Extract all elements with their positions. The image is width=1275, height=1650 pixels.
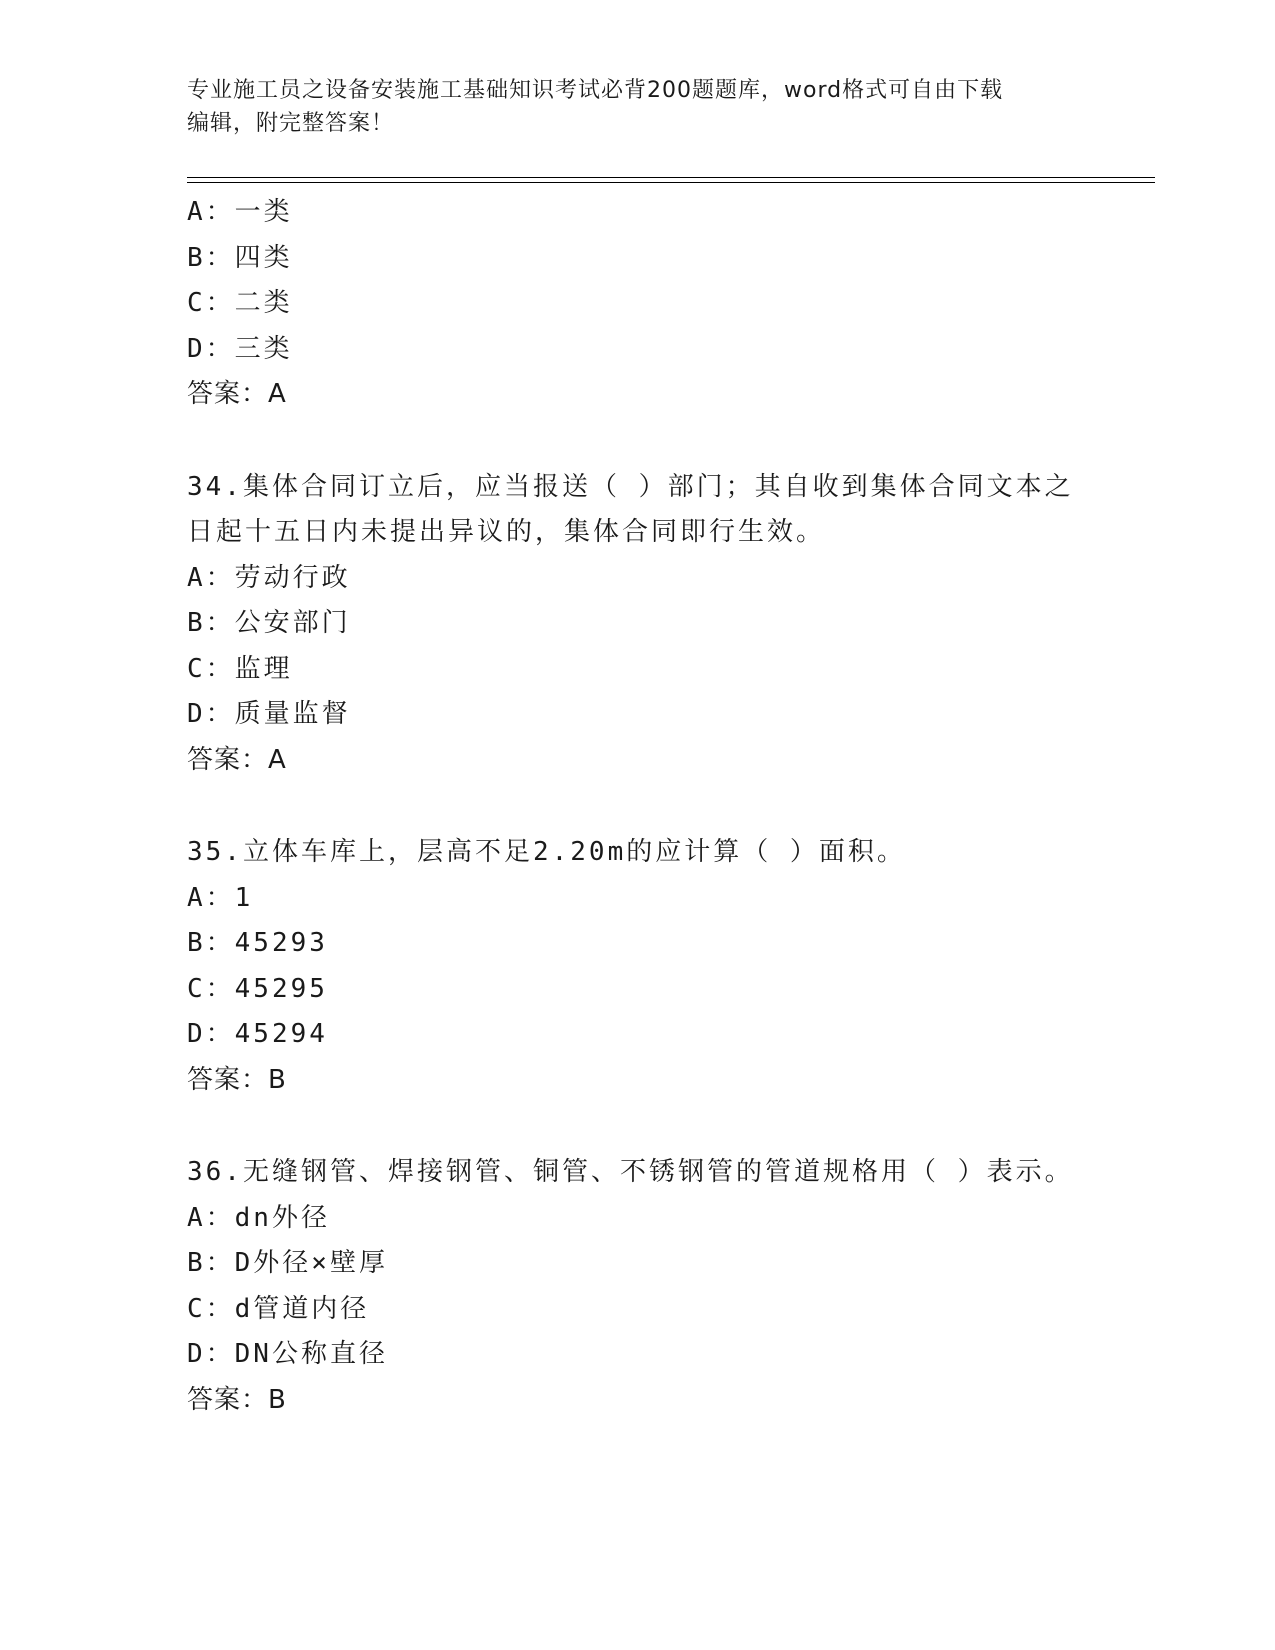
question-text-line1: 34.集体合同订立后，应当报送（ ）部门；其自收到集体合同文本之: [187, 471, 1074, 502]
option-d: D：45294: [187, 1019, 328, 1049]
option-b: B：四类: [187, 242, 293, 273]
option-c: C：d管道内径: [187, 1293, 370, 1324]
option-c: C：监理: [187, 653, 293, 684]
option-c: C：45295: [187, 973, 328, 1004]
question-text: 35.立体车库上，层高不足2.20m的应计算（ ）面积。: [187, 837, 906, 867]
option-a: A：1: [187, 882, 254, 913]
option-a: A：一类: [187, 197, 293, 227]
header-rule-top: [187, 177, 1155, 178]
option-a: A：劳动行政: [187, 562, 351, 593]
question-36: [187, 1150, 1087, 1423]
option-b: B：45293: [187, 928, 328, 958]
question-text-line2: 日起十五日内未提出异议的，集体合同即行生效。: [187, 517, 826, 547]
header-title-line1: 专业施工员之设备安装施工基础知识考试必背200题题库，word格式可自由下载: [187, 78, 1004, 103]
question-34: [187, 465, 1087, 784]
option-b: B：D外径×壁厚: [187, 1248, 388, 1278]
option-c: C：二类: [187, 288, 293, 318]
document-header: [187, 74, 1067, 140]
answer: 答案：A: [187, 379, 287, 409]
answer: 答案：B: [187, 1064, 287, 1095]
option-d: D：质量监督: [187, 699, 351, 729]
option-d: D：三类: [187, 333, 293, 364]
question-33: [187, 190, 1087, 418]
option-b: B：公安部门: [187, 608, 351, 638]
question-text: 36.无缝钢管、焊接钢管、铜管、不锈钢管的管道规格用（ ）表示。: [187, 1157, 1074, 1187]
answer: 答案：A: [187, 744, 287, 775]
option-d: D：DN公称直径: [187, 1339, 388, 1369]
header-title-line2: 编辑，附完整答案！: [187, 111, 395, 136]
header-rule-bottom: [187, 182, 1155, 183]
question-content: [187, 190, 1087, 1423]
question-35: [187, 830, 1087, 1103]
answer: 答案：B: [187, 1384, 287, 1415]
option-a: A：dn外径: [187, 1202, 330, 1233]
